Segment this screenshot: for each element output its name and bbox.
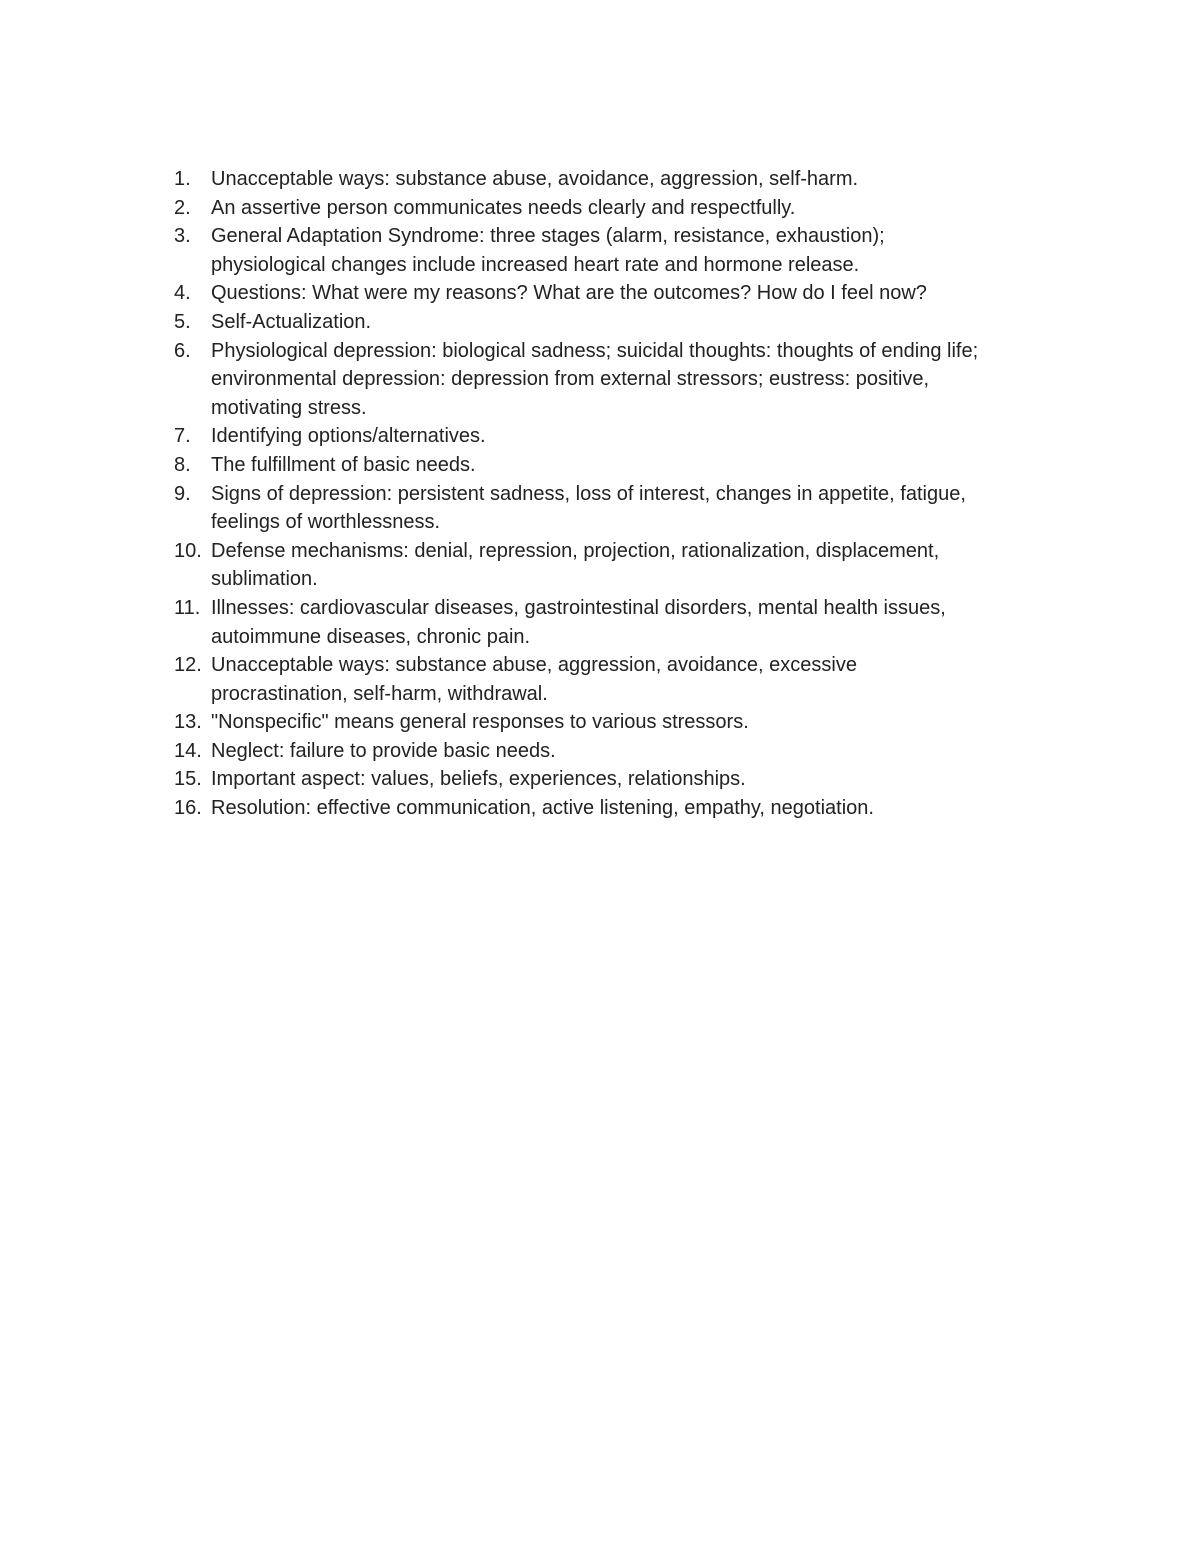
item-text: General Adaptation Syndrome: three stages (alarm, resistance, exhaustion); physiological changes include increased heart rate and hormone release. (211, 225, 885, 276)
item-text: Unacceptable ways: substance abuse, aggression, avoidance, excessive procrastination, self-harm, withdrawal. (211, 654, 857, 705)
item-number: 1. (174, 168, 191, 190)
item-text: Physiological depression: biological sadness; suicidal thoughts: thoughts of ending life; environmental depression: depression from external stressors; eustress: positive, motivating stress. (211, 339, 979, 419)
item-text: Unacceptable ways: substance abuse, avoidance, aggression, self-harm. (211, 168, 859, 190)
list-item (174, 708, 1054, 737)
list-item (174, 308, 1054, 337)
list-item (174, 422, 1054, 451)
item-number: 9. (174, 482, 191, 505)
item-number: 13. (174, 711, 202, 734)
item-text: Important aspect: values, beliefs, experiences, relationships. (211, 768, 746, 791)
list-item (174, 222, 1054, 279)
item-number: 3. (174, 225, 191, 248)
list-item (174, 594, 1054, 651)
item-text: Illnesses: cardiovascular diseases, gastrointestinal disorders, mental health issues, autoimmune diseases, chronic pain. (211, 596, 946, 648)
item-text: Defense mechanisms: denial, repression, projection, rationalization, displacement, sublimation. (211, 539, 940, 591)
list-item (174, 337, 1054, 423)
item-number: 8. (174, 453, 191, 476)
list-item (174, 794, 1054, 823)
list-item (174, 451, 1054, 480)
item-text: An assertive person communicates needs clearly and respectfully. (211, 196, 796, 219)
list-item (174, 737, 1054, 766)
list-item (174, 651, 1054, 708)
item-number: 11. (174, 596, 201, 619)
list-item (174, 165, 1054, 194)
item-number: 10. (174, 539, 202, 562)
answer-list (174, 165, 1054, 823)
item-number: 14. (174, 739, 202, 762)
item-text: Neglect: failure to provide basic needs. (211, 739, 556, 762)
item-text: Self-Actualization. (211, 310, 372, 333)
item-number: 15. (174, 768, 202, 791)
item-number: 16. (174, 797, 202, 820)
item-text: Signs of depression: persistent sadness, loss of interest, changes in appetite, fatigue, feelings of worthlessness. (211, 482, 966, 534)
item-text: Questions: What were my reasons? What are the outcomes? How do I feel now? (211, 282, 927, 305)
item-text: "Nonspecific" means general responses to various stressors. (211, 711, 749, 734)
item-number: 12. (174, 654, 202, 677)
item-text: Identifying options/alternatives. (211, 425, 486, 448)
list-item (174, 480, 1054, 537)
list-item (174, 765, 1054, 794)
item-text: Resolution: effective communication, active listening, empathy, negotiation. (211, 797, 874, 820)
item-number: 4. (174, 282, 191, 305)
list-item (174, 279, 1054, 308)
item-number: 2. (174, 196, 191, 219)
list-item (174, 194, 1054, 223)
item-number: 5. (174, 310, 191, 333)
item-text: The fulfillment of basic needs. (211, 453, 476, 476)
item-number: 7. (174, 425, 191, 448)
list-item (174, 537, 1054, 594)
item-number: 6. (174, 339, 191, 362)
